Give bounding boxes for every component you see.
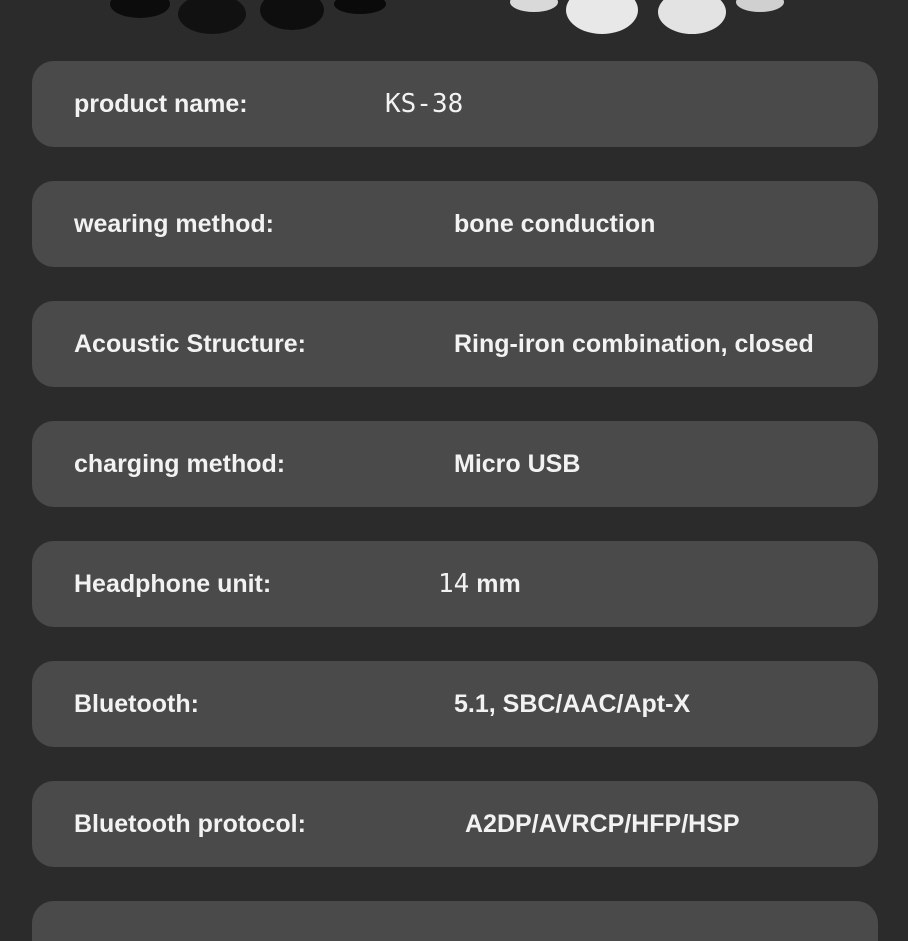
spec-row-wearing-method xyxy=(32,181,878,267)
spec-row-acoustic-structure xyxy=(32,301,878,387)
spec-list xyxy=(32,61,878,941)
spec-value: bone conduction xyxy=(454,210,656,238)
spec-value xyxy=(438,541,521,627)
spec-row-charging-method xyxy=(32,421,878,507)
earbuds-image xyxy=(0,0,908,40)
spec-label: Bluetooth protocol: xyxy=(74,810,306,838)
spec-label: product name: xyxy=(74,90,248,118)
spec-value-number: 14 xyxy=(438,569,470,599)
spec-row-bluetooth xyxy=(32,661,878,747)
spec-label: Bluetooth: xyxy=(74,690,199,718)
spec-row-bluetooth-protocol xyxy=(32,781,878,867)
spec-row-headphone-unit xyxy=(32,541,878,627)
product-photo-strip xyxy=(0,0,908,40)
spec-label: wearing method: xyxy=(74,210,275,238)
spec-row-product-name xyxy=(32,61,878,147)
spec-value: A2DP/AVRCP/HFP/HSP xyxy=(465,810,740,838)
spec-value: Micro USB xyxy=(454,450,581,478)
spec-label: charging method: xyxy=(74,450,286,478)
spec-row-next-partial xyxy=(32,901,878,941)
spec-value-unit: mm xyxy=(476,570,521,598)
spec-label: Headphone unit: xyxy=(74,570,272,598)
spec-value: 5.1, SBC/AAC/Apt-X xyxy=(454,690,691,718)
spec-value: KS-38 xyxy=(385,89,464,119)
spec-value: Ring-iron combination, closed xyxy=(454,330,814,358)
spec-label: Acoustic Structure: xyxy=(74,330,306,358)
